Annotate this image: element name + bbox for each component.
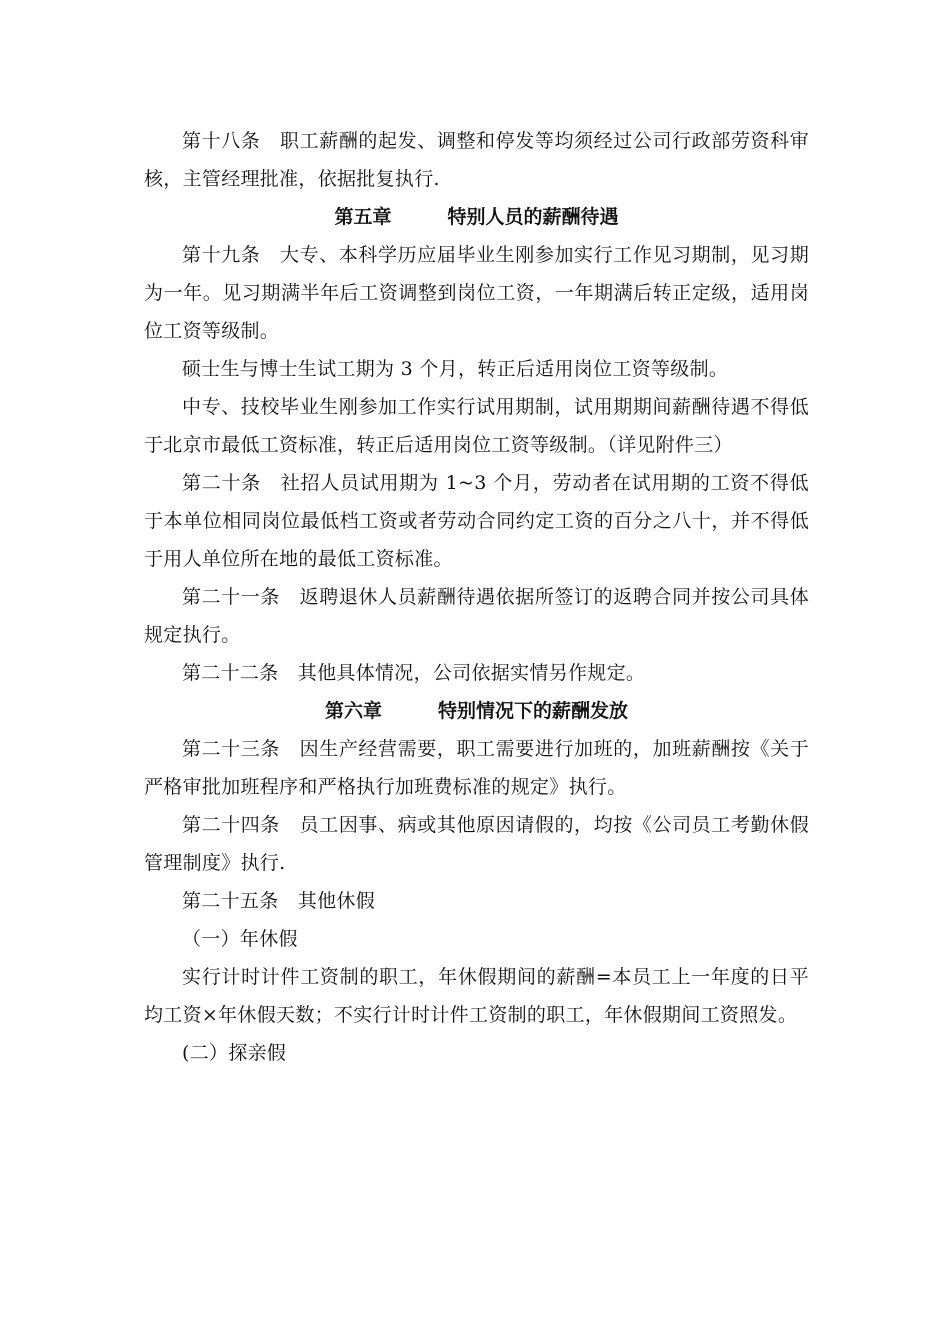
annual-leave-heading: （一）年休假 bbox=[182, 928, 298, 950]
chapter-5-number: 第五章 bbox=[334, 206, 392, 228]
chapter-6-heading bbox=[144, 692, 809, 730]
home-leave-heading: (二）探亲假 bbox=[182, 1042, 287, 1064]
article-20: 第二十条 社招人员试用期为 1~3 个月，劳动者在试用期的工资不得低于本单位相同岗位最低档工资或者劳动合同约定工资的百分之八十，并不得低于用人单位所在地的最低工资标准。 bbox=[144, 472, 809, 570]
article-19-masters-phd: 硕士生与博士生试工期为 3 个月，转正后适用岗位工资等级制。 bbox=[182, 358, 729, 380]
document-body bbox=[144, 122, 809, 1072]
chapter-5-heading bbox=[144, 198, 809, 236]
chapter-6-number: 第六章 bbox=[324, 700, 382, 722]
article-22: 第二十二条 其他具体情况，公司依据实情另作规定。 bbox=[182, 662, 646, 684]
chapter-6-title: 特别情况下的薪酬发放 bbox=[438, 700, 629, 722]
article-21: 第二十一条 返聘退休人员薪酬待遇依据所签订的返聘合同并按公司具体规定执行。 bbox=[144, 586, 809, 646]
article-19: 第十九条 大专、本科学历应届毕业生刚参加实行工作见习期制，见习期为一年。见习期满半年后工资调整到岗位工资，一年期满后转正定级，适用岗位工资等级制。 bbox=[144, 244, 809, 342]
article-18: 第十八条 职工薪酬的起发、调整和停发等均须经过公司行政部劳资科审核，主管经理批准，依据批复执行. bbox=[144, 130, 809, 190]
annual-leave-text: 实行计时计件工资制的职工，年休假期间的薪酬=本员工上一年度的日平均工资×年休假天数；不实行计时计件工资制的职工，年休假期间工资照发。 bbox=[144, 966, 809, 1026]
article-25: 第二十五条 其他休假 bbox=[182, 890, 376, 912]
article-23: 第二十三条 因生产经营需要，职工需要进行加班的，加班薪酬按《关于严格审批加班程序和严格执行加班费标准的规定》执行。 bbox=[144, 738, 809, 798]
chapter-5-title: 特别人员的薪酬待遇 bbox=[447, 206, 619, 228]
article-24: 第二十四条 员工因事、病或其他原因请假的，均按《公司员工考勤休假管理制度》执行. bbox=[144, 814, 809, 874]
article-19-technical-school: 中专、技校毕业生刚参加工作实行试用期制，试用期期间薪酬待遇不得低于北京市最低工资标准，转正后适用岗位工资等级制。（详见附件三） bbox=[144, 396, 809, 456]
